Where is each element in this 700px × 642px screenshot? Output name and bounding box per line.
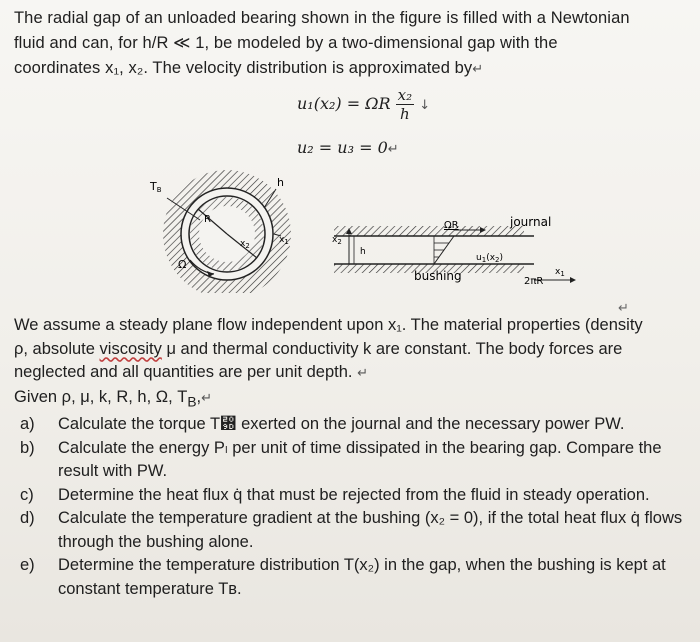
question-text: Determine the heat flux q̇ that must be rejected from the fluid in steady operation. bbox=[58, 485, 650, 504]
paragraph-mark-icon: ↓ bbox=[419, 98, 431, 113]
question-text: Calculate the temperature gradient at the bushing (x₂ = 0), if the total heat flux q̇ flows through the bushing alone. bbox=[58, 509, 683, 551]
return-mark-icon: ↵ bbox=[357, 366, 368, 381]
x1-label-left: $x_1$ bbox=[279, 235, 289, 246]
eq1-numerator: x₂ bbox=[397, 86, 413, 104]
eq1-lhs: u₁(x₂) = ΩR bbox=[297, 94, 391, 113]
equations-block bbox=[14, 82, 684, 164]
omega-label: Ω bbox=[178, 258, 187, 271]
list-item bbox=[14, 413, 684, 437]
bearing-figure-svg bbox=[14, 168, 684, 293]
question-list bbox=[14, 413, 684, 601]
question-label: c) bbox=[20, 485, 34, 504]
circular-bearing-diagram bbox=[149, 170, 291, 293]
question-text: Calculate the energy Pₗ per unit of time dissipated in the bearing gap. Compare the result with PW. bbox=[58, 438, 662, 481]
given-line: Given ρ, μ, k, R, h, Ω, $T_B,↵$ bbox=[14, 387, 213, 409]
question-label: b) bbox=[20, 438, 35, 457]
assume-line-1: We assume a steady plane flow independent upon x₁. The material properties (density bbox=[14, 316, 643, 334]
eq1-fraction bbox=[396, 86, 414, 123]
intro-paragraph bbox=[14, 6, 684, 82]
spellcheck-word: viscosity bbox=[99, 339, 162, 358]
question-text: Calculate the torque T₝ exerted on the journal and the necessary power PW. bbox=[58, 415, 625, 434]
list-item bbox=[14, 484, 684, 508]
return-mark-icon: ↵ bbox=[387, 142, 399, 157]
x1-label-right: $x_1$ bbox=[555, 267, 565, 278]
question-label: a) bbox=[20, 415, 35, 434]
list-item bbox=[14, 437, 684, 484]
return-mark-icon: ↵ bbox=[201, 390, 213, 406]
x1-axis-arrow-icon bbox=[570, 277, 576, 283]
intro-line-3: coordinates x₁, x₂. The velocity distribution is approximated by↵ bbox=[14, 59, 484, 77]
question-text: Determine the temperature distribution T(x₂) in the gap, when the bushing is kept at constant temperature Tʙ. bbox=[58, 556, 666, 598]
h-label-right: h bbox=[360, 247, 366, 257]
list-item bbox=[14, 507, 684, 554]
eq1-denominator: h bbox=[400, 105, 410, 123]
x2-label-right: $x_2$ bbox=[332, 235, 342, 246]
two-pi-r-label: 2πR bbox=[524, 276, 544, 287]
r-label: R bbox=[204, 214, 211, 225]
h-label-left: h bbox=[277, 176, 284, 189]
omega-r-label: ΩR bbox=[444, 220, 459, 231]
velocity-zero-equation: u₂ = u₃ = 0↵ bbox=[297, 138, 399, 157]
question-label: e) bbox=[20, 556, 35, 575]
question-label: d) bbox=[20, 509, 35, 528]
assume-line-3: neglected and all quantities are per unit depth. ↵ bbox=[14, 363, 368, 381]
list-item bbox=[14, 554, 684, 601]
velocity-equation bbox=[297, 86, 430, 123]
intro-line-1: The radial gap of an unloaded bearing shown in the figure is filled with a Newtonian bbox=[14, 9, 630, 27]
unrolled-gap-diagram bbox=[332, 215, 576, 287]
return-mark-icon: ↵ bbox=[472, 62, 484, 77]
assume-line-2: ρ, absolute viscosity μ and thermal conductivity k are constant. The body forces are bbox=[14, 339, 623, 358]
x2-label-left: $x_2$ bbox=[240, 239, 250, 250]
intro-line-2: fluid and can, for h/R ≪ 1, be modeled by a two-dimensional gap with the bbox=[14, 34, 558, 52]
bushing-label: bushing bbox=[414, 269, 462, 283]
tb-label: TB bbox=[150, 180, 162, 194]
assumption-paragraph bbox=[14, 314, 684, 386]
journal-label: journal bbox=[510, 215, 552, 229]
journal-hatched-wall bbox=[334, 226, 524, 236]
paragraph-mark-icon: ↵ bbox=[618, 300, 629, 315]
u1-label: $u_1(x_2)$ bbox=[476, 253, 504, 264]
bearing-figure bbox=[14, 168, 684, 288]
